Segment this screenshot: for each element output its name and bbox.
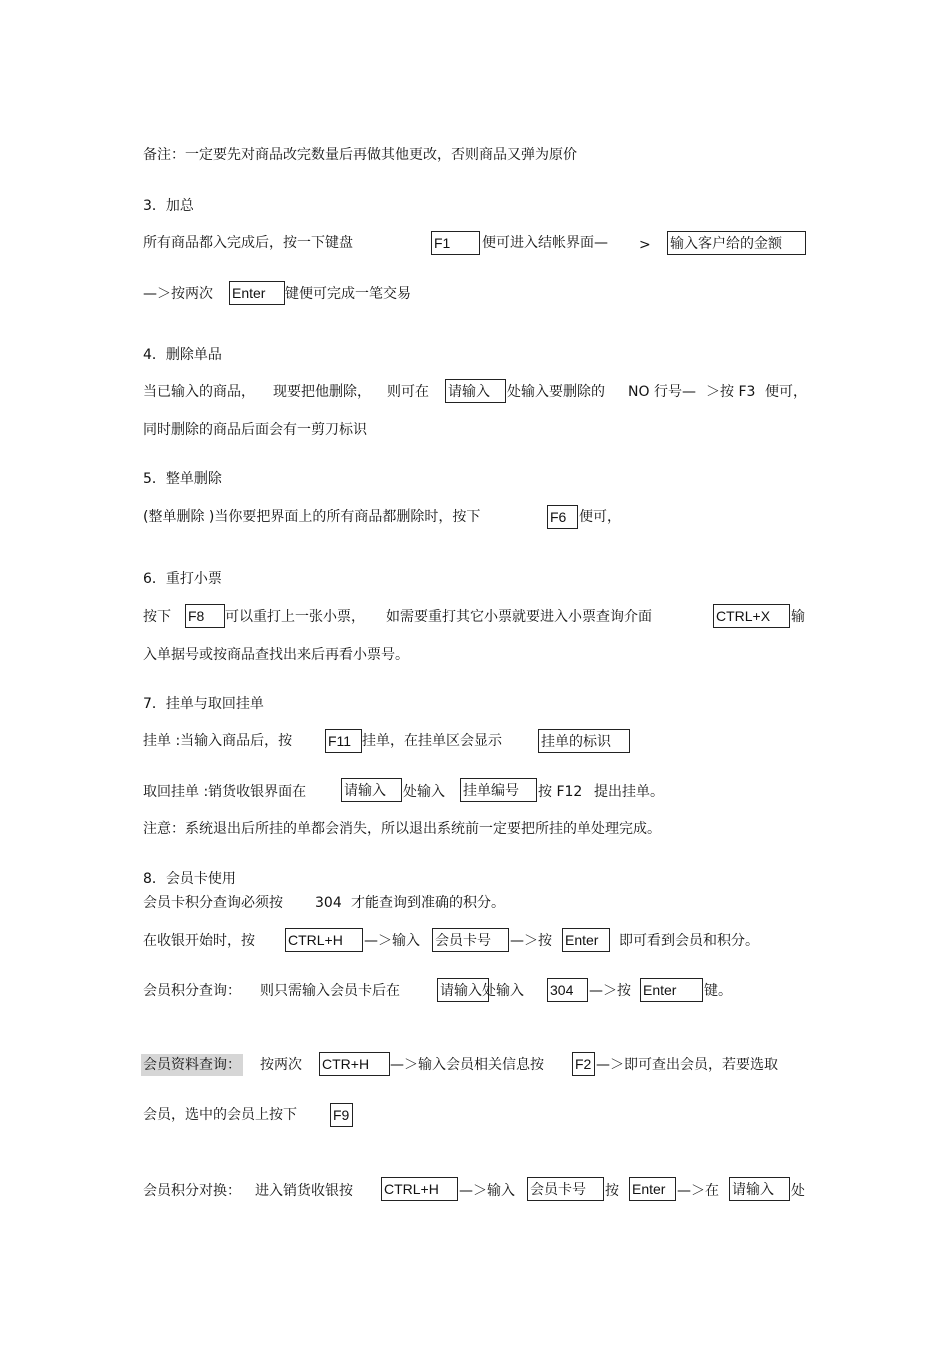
s4-text-f: ＞按 F3 xyxy=(706,384,756,400)
s8-line6-text-d: 按 xyxy=(605,1183,619,1199)
member-card-box-2: 会员卡号 xyxy=(527,1177,604,1201)
s4-text-b: 现要把他删除， xyxy=(273,384,371,400)
note-text: 备注：一定要先对商品改完数量后再做其他更改，否则商品又弹为原价 xyxy=(143,147,577,163)
input-prompt-box-2: 请输入 xyxy=(341,778,402,802)
key-ctrl-x-box: CTRL+X xyxy=(713,604,790,628)
section-6-heading: 6．重打小票 xyxy=(143,571,222,587)
s8-line4-text-a: 按两次 xyxy=(260,1057,302,1073)
s3-line2-text-b: 键便可完成一笔交易 xyxy=(285,286,411,302)
amount-input-box: 输入客户给的金额 xyxy=(667,231,806,255)
key-ctrl-h-box-2: CTRL+H xyxy=(381,1177,458,1201)
hold-mark-box: 挂单的标识 xyxy=(538,729,630,753)
section-4-heading: 4．删除单品 xyxy=(143,347,222,363)
s8-line5-text-a: 会员，选中的会员上按下 xyxy=(143,1107,297,1123)
key-f8-box: F8 xyxy=(185,604,225,628)
s8-line1-text-b: 304 xyxy=(315,895,342,911)
member-lookup-label: 会员资料查询： xyxy=(141,1054,243,1076)
s8-line3-text-b: 则只需输入会员卡后在 xyxy=(260,983,400,999)
s7-line2-text-a: 取回挂单 :销货收银界面在 xyxy=(143,784,307,800)
s8-line6-text-f: 处 xyxy=(791,1183,805,1199)
s8-line3-text-d: —＞按 xyxy=(589,983,631,999)
s5-text-b: 便可， xyxy=(579,509,621,525)
key-enter-box: Enter xyxy=(229,281,285,305)
s3-line2-text: —＞按两次 xyxy=(143,286,213,302)
section-8-heading: 8．会员卡使用 xyxy=(143,871,236,887)
s8-line2-text-b: —＞输入 xyxy=(364,933,420,949)
s8-line3-text-c: 处输入 xyxy=(482,983,524,999)
key-ctrl-h-box: CTRL+H xyxy=(285,928,363,952)
s8-line2-text-a: 在收银开始时，按 xyxy=(143,933,255,949)
s7-line2-text-d: 提出挂单。 xyxy=(594,784,664,800)
section-7-heading: 7．挂单与取回挂单 xyxy=(143,696,264,712)
key-enter-box-4: Enter xyxy=(629,1177,676,1201)
s8-line6-text-c: —＞输入 xyxy=(459,1183,515,1199)
s8-line6-text-b: 进入销货收银按 xyxy=(255,1183,353,1199)
s7-line2-text-b: 处输入 xyxy=(403,784,445,800)
code-304-box: 304 xyxy=(547,978,588,1002)
key-enter-box-3: Enter xyxy=(640,978,703,1002)
section-5-heading: 5．整单删除 xyxy=(143,471,222,487)
s6-line2-text: 入单据号或按商品查找出来后再看小票号。 xyxy=(143,647,409,663)
s8-line2-text-d: 即可看到会员和积分。 xyxy=(619,933,759,949)
s6-text-a: 按下 xyxy=(143,609,171,625)
s8-line6-text-e: —＞在 xyxy=(677,1183,719,1199)
s8-line3-text-e: 键。 xyxy=(704,983,732,999)
key-f1-box: F1 xyxy=(431,231,480,255)
s6-text-c: 如需要重打其它小票就要进入小票查询介面 xyxy=(386,609,652,625)
s7-notice-text: 注意：系统退出后所挂的单都会消失，所以退出系统前一定要把所挂的单处理完成。 xyxy=(143,821,661,837)
s4-line2-text: 同时删除的商品后面会有一剪刀标识 xyxy=(143,422,367,438)
s8-line4-text-c: —＞即可查出会员，若要选取 xyxy=(596,1057,778,1073)
s7-text-a: 挂单 :当输入商品后，按 xyxy=(143,733,293,749)
s8-line1-text-c: 才能查询到准确的积分。 xyxy=(351,895,505,911)
s3-line1-text: 所有商品都入完成后，按一下键盘 xyxy=(143,235,353,251)
s7-line2-text-c: 按 F12 xyxy=(538,784,583,800)
input-prompt-box-4: 请输入 xyxy=(729,1177,790,1201)
section-3-heading: 3．加总 xyxy=(143,198,194,214)
key-f9-box: F9 xyxy=(330,1103,353,1127)
s8-line1-text-a: 会员卡积分查询必须按 xyxy=(143,895,283,911)
s8-line2-text-c: —＞按 xyxy=(510,933,552,949)
s4-text-d: 处输入要删除的 xyxy=(507,384,605,400)
s8-line4-text-b: —＞输入会员相关信息按 xyxy=(390,1057,544,1073)
s8-line3-label: 会员积分查询： xyxy=(143,983,241,999)
key-ctr-h-box: CTR+H xyxy=(319,1052,390,1076)
s6-text-b: 可以重打上一张小票， xyxy=(225,609,365,625)
s4-text-g: 便可， xyxy=(765,384,807,400)
s6-text-d: 输 xyxy=(791,609,805,625)
hold-number-box: 挂单编号 xyxy=(460,778,537,802)
key-f2-box: F2 xyxy=(572,1052,595,1076)
s4-text-c: 则可在 xyxy=(387,384,429,400)
s4-text-e: NO 行号— xyxy=(628,384,696,400)
s3-line1-text-b: 便可进入结帐界面— xyxy=(482,235,608,251)
key-enter-box-2: Enter xyxy=(562,928,610,952)
key-f11-box: F11 xyxy=(325,729,362,753)
s5-text-a: (整单删除 )当你要把界面上的所有商品都删除时，按下 xyxy=(143,509,481,525)
s4-text-a: 当已输入的商品， xyxy=(143,384,255,400)
input-prompt-box: 请输入 xyxy=(445,379,506,403)
s8-line6-label: 会员积分对换： xyxy=(143,1183,241,1199)
arrow-symbol: > xyxy=(639,237,651,253)
member-card-box: 会员卡号 xyxy=(432,928,509,952)
key-f6-box: F6 xyxy=(547,505,578,529)
input-prompt-box-3: 请输入 xyxy=(437,978,489,1002)
s7-text-b: 挂单，在挂单区会显示 xyxy=(362,733,502,749)
